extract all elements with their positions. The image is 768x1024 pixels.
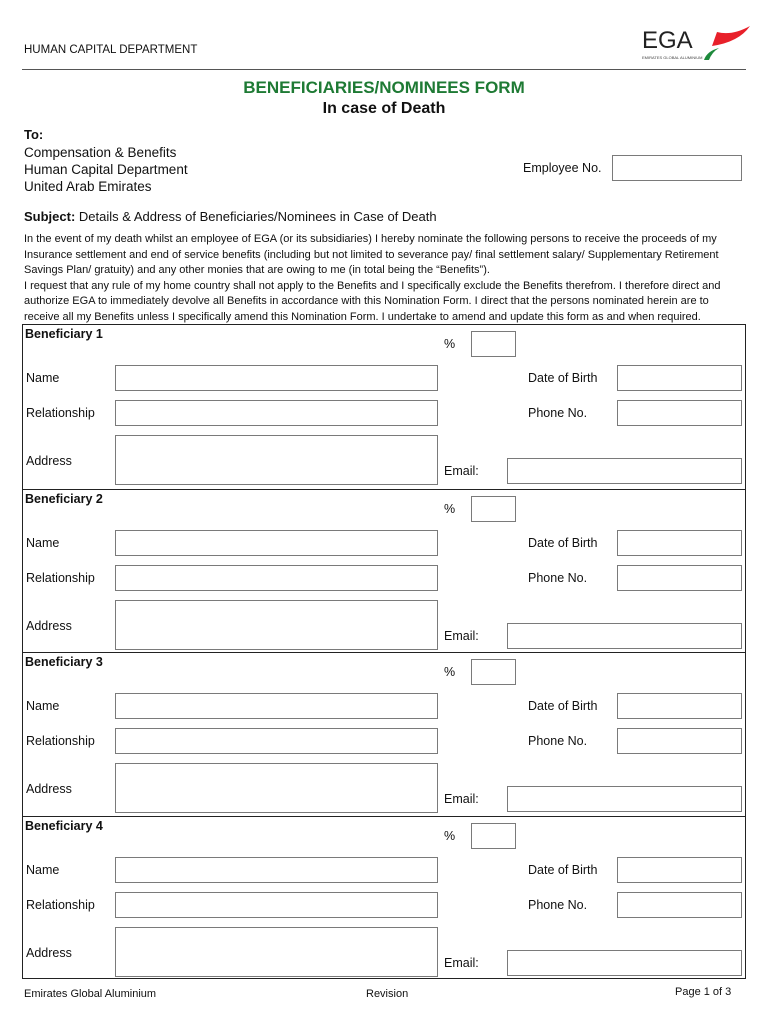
dob-label: Date of Birth <box>528 371 598 385</box>
percent-label: % <box>444 828 456 843</box>
relationship-label: Relationship <box>26 734 95 748</box>
phone-input[interactable] <box>617 565 742 591</box>
percent-label: % <box>444 665 456 679</box>
address-label: Address <box>26 945 72 960</box>
beneficiary-section-4 <box>23 816 745 980</box>
percent-input[interactable] <box>471 331 516 357</box>
relationship-label: Relationship <box>26 570 95 585</box>
phone-label: Phone No. <box>528 570 588 585</box>
email-label: Email: <box>444 464 479 478</box>
beneficiary-title: Beneficiary 3 <box>25 655 103 669</box>
recipient-line: Human Capital Department <box>24 162 188 177</box>
address-input[interactable] <box>115 927 438 977</box>
beneficiary-title: Beneficiary 4 <box>25 818 103 833</box>
ega-logo <box>640 22 752 64</box>
phone-label: Phone No. <box>528 897 588 912</box>
percent-input[interactable] <box>471 659 516 685</box>
statement-line: authorize EGA to immediately devolve all Benefits in accordance with this Nomination Form. I direct that the persons nominated herein are to <box>24 295 709 307</box>
dob-input[interactable] <box>617 693 742 719</box>
beneficiary-title: Beneficiary 1 <box>25 327 103 341</box>
percent-label: % <box>444 337 456 351</box>
header-divider <box>22 69 746 70</box>
email-input[interactable] <box>507 458 742 484</box>
footer-company: Emirates Global Aluminium <box>24 988 157 1000</box>
statement-line: Savings Plan/ gratuity) and any other monies that are owing to me (in total being the “Benefits”). <box>24 264 490 276</box>
beneficiary-section-2 <box>23 489 745 653</box>
svg-text:EMIRATES GLOBAL ALUMINIUM: EMIRATES GLOBAL ALUMINIUM <box>642 55 703 60</box>
beneficiary-section-1 <box>23 325 745 488</box>
address-label: Address <box>26 782 72 796</box>
phone-input[interactable] <box>617 892 742 918</box>
beneficiaries-table <box>22 324 746 979</box>
relationship-input[interactable] <box>115 892 438 918</box>
percent-label: % <box>444 501 456 516</box>
email-label: Email: <box>444 792 479 806</box>
email-input[interactable] <box>507 950 742 976</box>
name-input[interactable] <box>115 365 438 391</box>
relationship-input[interactable] <box>115 565 438 591</box>
department-label: HUMAN CAPITAL DEPARTMENT <box>24 44 198 56</box>
subject-label: Subject: <box>24 209 76 224</box>
footer-page-number: Page 1 of 3 <box>675 986 732 998</box>
employee-no-input[interactable] <box>612 155 742 181</box>
form-title: BENEFICIARIES/NOMINEES FORM <box>243 78 525 97</box>
statement-line: In the event of my death whilst an employee of EGA (or its subsidiaries) I hereby nominate the following persons to receive the proceeds of my <box>24 233 717 245</box>
phone-label: Phone No. <box>528 734 588 748</box>
dob-label: Date of Birth <box>528 699 598 713</box>
email-label: Email: <box>444 955 479 970</box>
phone-label: Phone No. <box>528 406 588 420</box>
name-label: Name <box>26 535 60 550</box>
recipient-line: United Arab Emirates <box>24 179 152 194</box>
form-subtitle: In case of Death <box>322 100 446 117</box>
email-input[interactable] <box>507 786 742 812</box>
email-input[interactable] <box>507 623 742 649</box>
phone-input[interactable] <box>617 728 742 754</box>
relationship-label: Relationship <box>26 897 95 912</box>
recipient-line: Compensation & Benefits <box>24 145 177 160</box>
address-label: Address <box>26 454 72 468</box>
dob-input[interactable] <box>617 857 742 883</box>
address-input[interactable] <box>115 763 438 813</box>
percent-input[interactable] <box>471 823 516 849</box>
svg-text:EGA: EGA <box>642 27 693 54</box>
employee-no-label: Employee No. <box>523 161 602 175</box>
phone-input[interactable] <box>617 400 742 426</box>
to-label: To: <box>24 127 44 142</box>
address-input[interactable] <box>115 600 438 650</box>
name-label: Name <box>26 699 60 713</box>
nomination-statement <box>24 232 720 325</box>
subject-text: Details & Address of Beneficiaries/Nominees in Case of Death <box>78 209 437 224</box>
dob-input[interactable] <box>617 365 742 391</box>
statement-line: receive all my Benefits unless I specifically amend this Nomination Form. I undertake to amend and update this form as and when required. <box>24 310 701 323</box>
relationship-input[interactable] <box>115 400 438 426</box>
dob-label: Date of Birth <box>528 862 598 877</box>
statement-line: I request that any rule of my home country shall not apply to the Benefits and I specifically exclude the Benefits therefrom. I therefore direct and <box>24 279 721 292</box>
beneficiary-title: Beneficiary 2 <box>25 491 103 506</box>
email-label: Email: <box>444 628 479 643</box>
recipient-address <box>24 144 188 195</box>
name-input[interactable] <box>115 857 438 883</box>
name-label: Name <box>26 371 60 385</box>
relationship-input[interactable] <box>115 728 438 754</box>
name-input[interactable] <box>115 693 438 719</box>
subject-line <box>24 209 437 224</box>
dob-input[interactable] <box>617 530 742 556</box>
address-input[interactable] <box>115 435 438 485</box>
address-label: Address <box>26 618 72 633</box>
percent-input[interactable] <box>471 496 516 522</box>
dob-label: Date of Birth <box>528 535 598 550</box>
name-input[interactable] <box>115 530 438 556</box>
beneficiary-section-3 <box>23 652 745 816</box>
footer-revision: Revision <box>366 988 409 1000</box>
statement-line: Insurance settlement and end of service benefits (including but not limited to severance pay/ final settlement salary/ Supplementary Retirement <box>24 248 719 261</box>
relationship-label: Relationship <box>26 406 95 420</box>
name-label: Name <box>26 862 60 877</box>
